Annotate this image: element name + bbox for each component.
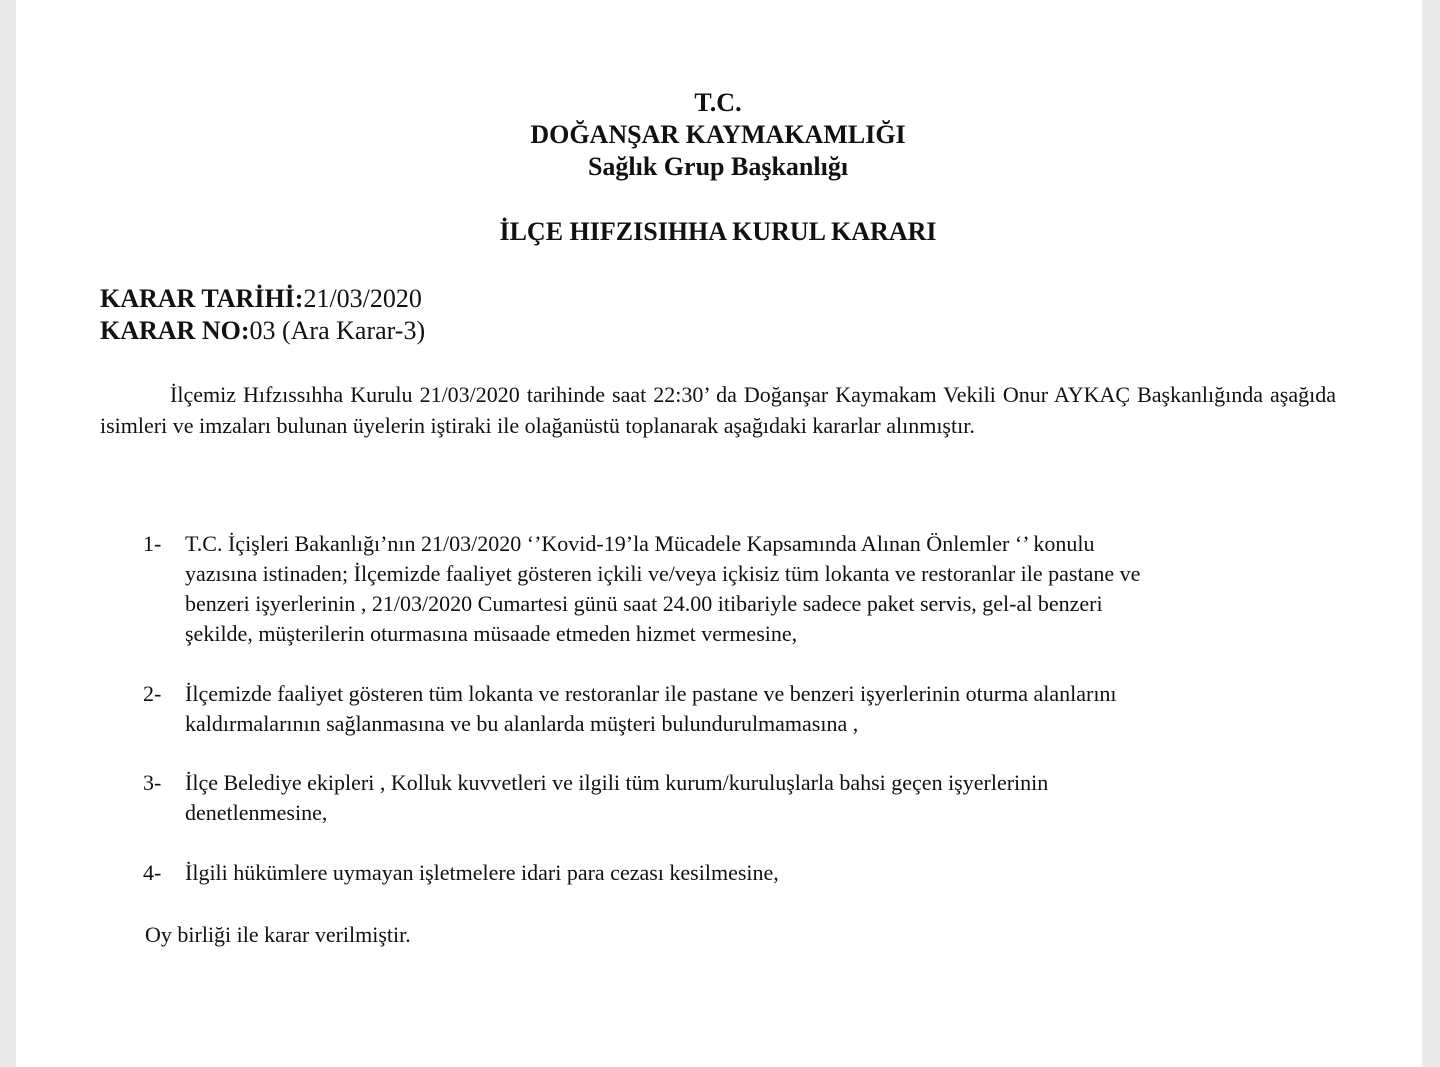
item-number: 2- [143, 681, 162, 706]
item-text [185, 529, 1343, 649]
decision-date-label: KARAR TARİHİ: [100, 284, 304, 313]
item-text-line: İlgili hükümlere uymayan işletmelere idari para cezası kesilmesine, [185, 860, 779, 885]
item-text-line: İlçemizde faaliyet gösteren tüm lokanta ve restoranlar ile pastane ve benzeri işyerlerinin oturma alanlarını [185, 681, 1117, 706]
header-authority: DOĞANŞAR KAYMAKAMLIĞI [530, 120, 906, 149]
decision-number-value: 03 (Ara Karar-3) [249, 316, 426, 345]
item-number: 3- [143, 770, 162, 795]
item-text-line: benzeri işyerlerinin , 21/03/2020 Cumartesi günü saat 24.00 itibariyle sadece paket servis, gel-al benzeri [185, 591, 1103, 616]
item-text [185, 679, 1343, 739]
item-text-line: kaldırmalarının sağlanmasına ve bu alanlarda müşteri bulundurulmamasına , [185, 711, 859, 736]
item-text-line: yazısına istinaden; İlçemizde faaliyet gösteren içkili ve/veya içkisiz tüm lokanta ve restoranlar ile pastane ve [185, 561, 1141, 586]
decision-date-value: 21/03/2020 [303, 284, 422, 313]
decision-date [100, 282, 422, 315]
item-text [185, 858, 1343, 888]
decision-number-label: KARAR NO: [100, 316, 250, 345]
header-department: Sağlık Grup Başkanlığı [587, 152, 849, 181]
item-text-line: denetlenmesine, [185, 800, 328, 825]
item-number: 4- [143, 860, 162, 885]
document-title: İLÇE HIFZISIHHA KURUL KARARI [499, 217, 937, 246]
decision-number [100, 314, 425, 347]
item-text-line: T.C. İçişleri Bakanlığı’nın 21/03/2020 ‘’Kovid-19’la Mücadele Kapsamında Alınan Önlemler ‘’ konulu [185, 531, 1095, 556]
item-text-line: İlçe Belediye ekipleri , Kolluk kuvvetleri ve ilgili tüm kurum/kuruluşlarla bahsi geçen işyerlerinin [185, 770, 1049, 795]
header-country: T.C. [694, 88, 742, 117]
item-text [185, 768, 1343, 828]
item-number: 1- [143, 531, 162, 556]
closing-statement: Oy birliği ile karar verilmiştir. [145, 922, 411, 947]
item-text-line: şekilde, müşterilerin oturmasına müsaade etmeden hizmet vermesine, [185, 621, 798, 646]
intro-paragraph: İlçemiz Hıfzıssıhha Kurulu 21/03/2020 tarihinde saat 22:30’ da Doğanşar Kaymakam Vekili Onur AYKAÇ Başkanlığında aşağıda isimleri ve imzaları bulunan üyelerin iştiraki ile olağanüstü toplanarak aşağıdaki kararlar alınmıştır. [100, 382, 1336, 438]
